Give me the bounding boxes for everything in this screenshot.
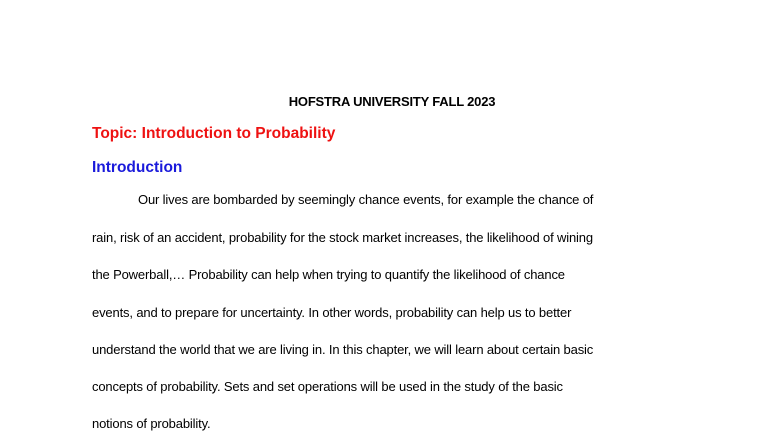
paragraph-line: Our lives are bombarded by seemingly chance events, for example the chance of: [138, 192, 594, 207]
section-heading-introduction: Introduction: [92, 159, 183, 176]
paragraph-line: events, and to prepare for uncertainty. In other words, probability can help us to better: [92, 305, 572, 320]
paragraph-line: notions of probability.: [92, 416, 211, 431]
document-header: HOFSTRA UNIVERSITY FALL 2023: [288, 94, 496, 109]
paragraph-line: concepts of probability. Sets and set operations will be used in the study of the basic: [92, 379, 563, 394]
paragraph-line: the Powerball,… Probability can help when trying to quantify the likelihood of chance: [92, 267, 565, 282]
paragraph-line: rain, risk of an accident, probability for the stock market increases, the likelihood of wining: [92, 230, 593, 245]
paragraph-line: understand the world that we are living in. In this chapter, we will learn about certain basic: [92, 342, 594, 357]
topic-heading: Topic: Introduction to Probability: [92, 125, 336, 142]
